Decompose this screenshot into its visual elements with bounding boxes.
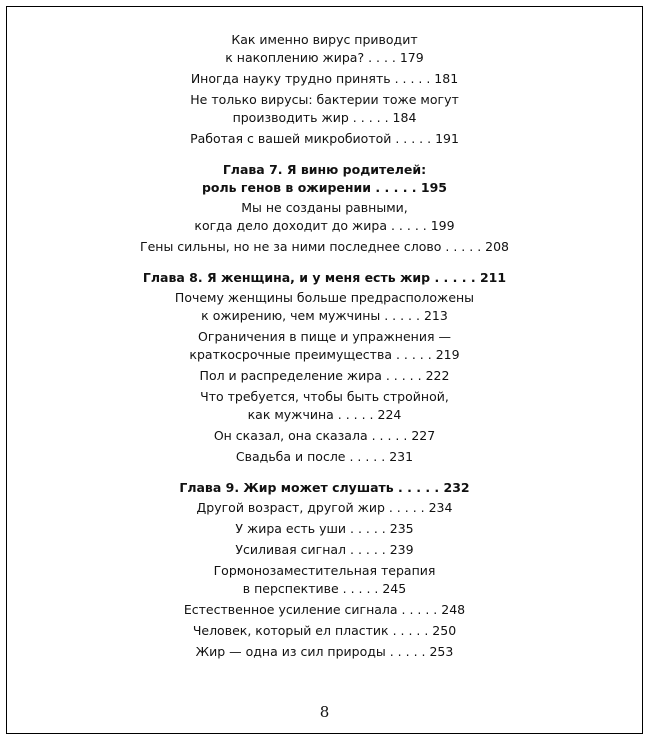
toc-entry <box>7 328 642 364</box>
toc-entry-line: Свадьба и после . . . . . 231 <box>235 449 414 464</box>
toc-entry <box>7 238 642 256</box>
toc-entry <box>7 70 642 88</box>
toc-entry-line: Что требуется, чтобы быть стройной, <box>200 389 449 404</box>
toc-entry <box>7 289 642 325</box>
toc-entry-line: Иногда науку трудно принять . . . . . 181 <box>190 71 459 86</box>
toc-entry-line: Естественное усиление сигнала . . . . . 248 <box>183 602 466 617</box>
toc-entry <box>7 562 642 598</box>
toc-entry <box>7 448 642 466</box>
toc-entry <box>7 199 642 235</box>
page-number: 8 <box>319 703 330 721</box>
toc-entry <box>7 643 642 661</box>
toc-entry <box>7 601 642 619</box>
toc-entry-line: к накоплению жира? . . . . 179 <box>225 50 424 65</box>
chapter-heading-line: роль генов в ожирении . . . . . 195 <box>201 180 447 195</box>
toc-entry <box>7 91 642 127</box>
toc-entry <box>7 541 642 559</box>
toc-entry-line: производить жир . . . . . 184 <box>232 110 417 125</box>
toc-entry-line: Он сказал, она сказала . . . . . 227 <box>213 428 436 443</box>
toc-entry-line: Пол и распределение жира . . . . . 222 <box>199 368 450 383</box>
toc-entry-line: Жир — одна из сил природы . . . . . 253 <box>195 644 454 659</box>
toc-entry <box>7 520 642 538</box>
toc-entry <box>7 622 642 640</box>
toc-entry-line: Мы не созданы равными, <box>241 200 408 215</box>
toc-entry <box>7 31 642 67</box>
toc-entry-line: как мужчина . . . . . 224 <box>247 407 402 422</box>
chapter-heading-8 <box>7 269 642 287</box>
toc-entry <box>7 367 642 385</box>
table-of-contents <box>7 31 642 664</box>
toc-entry <box>7 499 642 517</box>
toc-entry-line: Гормонозаместительная терапия <box>213 563 436 578</box>
toc-entry-line: Как именно вирус приводит <box>231 32 418 47</box>
toc-entry-line: к ожирению, чем мужчины . . . . . 213 <box>201 308 448 323</box>
toc-entry-line: Человек, который ел пластик . . . . . 250 <box>192 623 457 638</box>
chapter-heading-line: Глава 7. Я виню родителей: <box>222 162 427 177</box>
toc-entry <box>7 130 642 148</box>
toc-entry-line: Другой возраст, другой жир . . . . . 234 <box>196 500 453 515</box>
toc-entry <box>7 427 642 445</box>
chapter-heading-line: Глава 9. Жир может слушать . . . . . 232 <box>179 480 470 495</box>
chapter-heading-7 <box>7 161 642 197</box>
toc-entry-line: Гены сильны, но не за ними последнее слово . . . . . 208 <box>139 239 510 254</box>
toc-entry-line: когда дело доходит до жира . . . . . 199 <box>194 218 455 233</box>
toc-entry-line: Усиливая сигнал . . . . . 239 <box>235 542 414 557</box>
toc-entry-line: Почему женщины больше предрасположены <box>174 290 475 305</box>
toc-entry-line: Не только вирусы: бактерии тоже могут <box>190 92 459 107</box>
toc-entry-line: краткосрочные преимущества . . . . . 219 <box>189 347 460 362</box>
chapter-heading-line: Глава 8. Я женщина, и у меня есть жир . . . . . 211 <box>142 270 507 285</box>
toc-entry-line: в перспективе . . . . . 245 <box>242 581 407 596</box>
book-page <box>6 6 643 734</box>
chapter-heading-9 <box>7 479 642 497</box>
toc-entry <box>7 388 642 424</box>
toc-entry-line: Работая с вашей микробиотой . . . . . 191 <box>190 131 459 146</box>
toc-entry-line: У жира есть уши . . . . . 235 <box>235 521 414 536</box>
toc-entry-line: Ограничения в пище и упражнения — <box>198 329 451 344</box>
